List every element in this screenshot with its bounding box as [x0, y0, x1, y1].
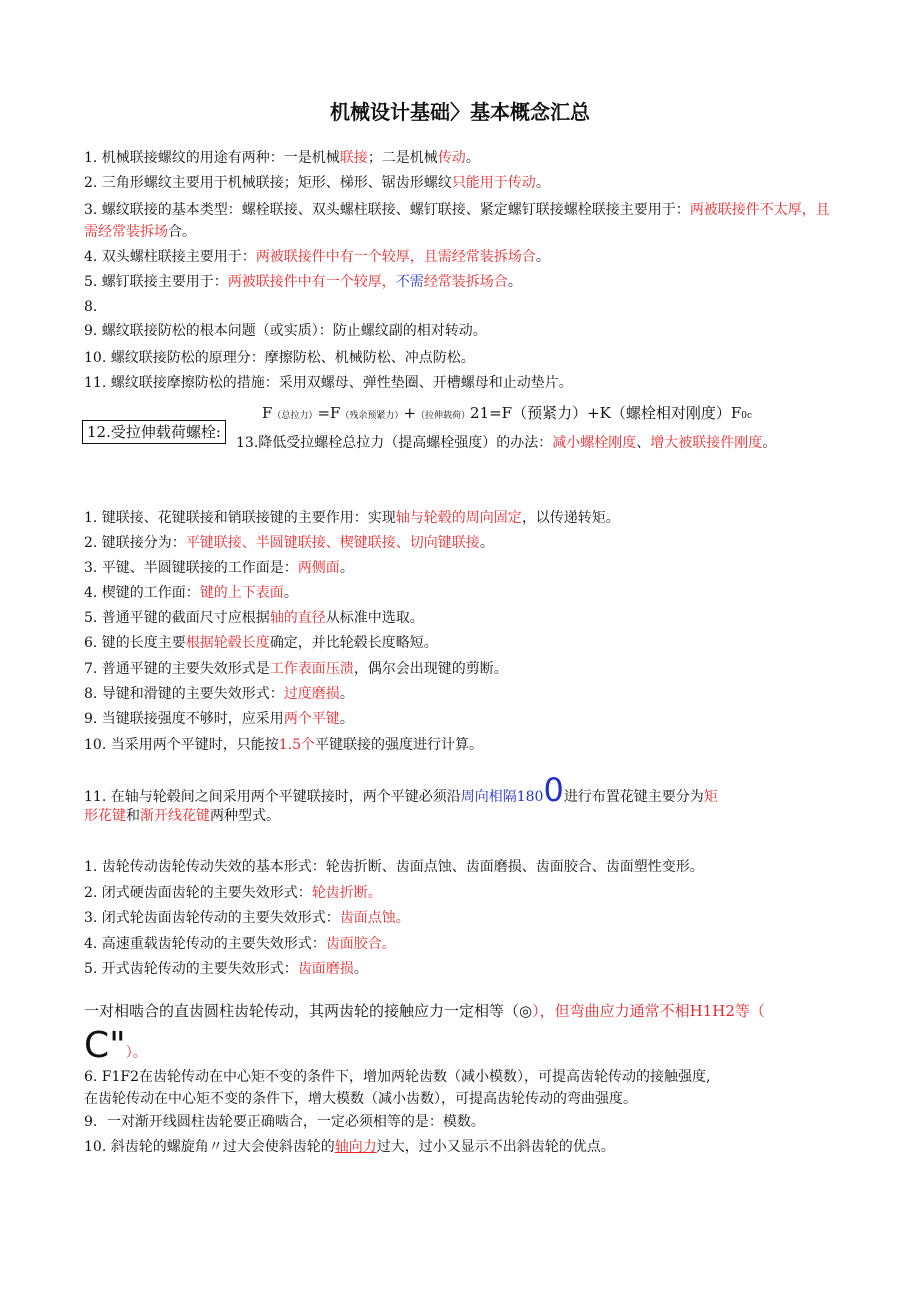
s2-line-1: 1. 键联接、花键联接和销联接键的主要作用：实现轴与轮毂的周向固定，以传递转矩。 — [84, 510, 620, 526]
s2-line-6: 6. 键的长度主要根据轮毂长度确定，并比轮毂长度略短。 — [84, 635, 438, 651]
s1-line-11: 11. 螺纹联接摩擦防松的措施：采用双螺母、弹性垫圈、开槽螺母和止动垫片。 — [84, 375, 573, 391]
bolt-heading-box: 12.受拉伸载荷螺栓: — [82, 420, 226, 444]
s2-line-5: 5. 普通平键的截面尺寸应根据轴的直径从标准中选取。 — [84, 610, 424, 626]
s3-line-3: 3. 闭式轮齿面齿轮传动的主要失效形式：齿面点蚀。 — [84, 910, 410, 926]
s3-line-10: 10. 斜齿轮的螺旋角〃过大会使斜齿轮的轴向力过大，过小又显示不出斜齿轮的优点。 — [84, 1139, 615, 1155]
s1-line-5: 5. 螺钉联接主要用于：两被联接件中有一个较厚，不需经常装拆场合。 — [84, 274, 522, 290]
s3-line-6a: 6. F1F2在齿轮传动在中心矩不变的条件下，增加两轮齿数（减小模数），可提高齿轮传动的接触强度, — [84, 1069, 711, 1085]
s1-line-3: 3. 螺纹联接的基本类型：螺栓联接、双头螺柱联接、螺钉联接、紧定螺钉联接螺栓联接主要用于：两被联接件不太厚，且需经常装拆场合。 — [84, 202, 830, 240]
s3-line-9: 9．一对渐开线圆柱齿轮要正确啮合，一定必须相等的是：模数。 — [84, 1114, 485, 1130]
s2-line-11-cont: 形花键和渐开线花键两种型式。 — [84, 808, 280, 824]
s2-line-10: 10. 当采用两个平键时，只能按1.5个平键联接的强度进行计算。 — [84, 737, 483, 753]
s3-para-1: 一对相啮合的直齿圆柱齿轮传动，其两齿轮的接触应力一定相等（◎），但弯曲应力通常不相H1H2等（ — [84, 1002, 765, 1020]
s2-line-11: 11. 在轴与轮毂间之间采用两个平键联接时，两个平键必须沿周向相隔1800进行布置花键主要分为矩 — [84, 771, 718, 809]
s3-line-1: 1. 齿轮传动齿轮传动失效的基本形式：轮齿折断、齿面点蚀、齿面磨损、齿面胶合、齿面塑性变形。 — [84, 859, 704, 875]
s1-line-2: 2. 三角形螺纹主要用于机械联接；矩形、梯形、锯齿形螺纹只能用于传动。 — [84, 175, 550, 191]
s1-line-8: 8. — [84, 299, 98, 315]
s3-line-6b: 在齿轮传动在中心矩不变的条件下，增大模数（减小齿数），可提高齿轮传动的弯曲强度。 — [84, 1091, 637, 1107]
s2-line-8: 8. 导键和滑键的主要失效形式：过度磨损。 — [84, 686, 354, 702]
s2-line-3: 3. 平键、半圆键联接的工作面是：两侧面。 — [84, 560, 354, 576]
s2-line-2: 2. 键联接分为：平键联接、半圆键联接、楔键联接、切向键联接。 — [84, 535, 494, 551]
s2-line-4: 4. 楔键的工作面：键的上下表面。 — [84, 585, 298, 601]
s3-line-5: 5. 开式齿轮传动的主要失效形式：齿面磨损。 — [84, 961, 368, 977]
s1-line-13: 13.降低受拉螺栓总拉力（提高螺栓强度）的办法：减小螺栓刚度、增大被联接件刚度。 — [236, 435, 777, 451]
s3-line-4: 4. 高速重载齿轮传动的主要失效形式：齿面胶合。 — [84, 936, 396, 952]
s1-line-10: 10. 螺纹联接防松的原理分：摩擦防松、机械防松、冲点防松。 — [84, 350, 475, 366]
s1-line-1: 1. 机械联接螺纹的用途有两种：一是机械联接；二是机械传动。 — [84, 150, 480, 166]
bolt-force-formula: F（总拉力）=F（残余预紧力）+（拉伸载荷）21=F（预紧力）+K（螺栓相对刚度）F0c — [262, 404, 753, 422]
s1-line-4: 4. 双头螺柱联接主要用于：两被联接件中有一个较厚，且需经常装拆场合。 — [84, 249, 550, 265]
s2-line-9: 9. 当键联接强度不够时，应采用两个平键。 — [84, 711, 354, 727]
s2-line-7: 7. 普通平键的主要失效形式是工作表面压溃，偶尔会出现键的剪断。 — [84, 661, 508, 677]
s3-line-2: 2. 闭式硬齿面齿轮的主要失效形式：轮齿折断。 — [84, 885, 382, 901]
page-title: 机械设计基础〉基本概念汇总 — [330, 100, 590, 124]
s1-line-9: 9. 螺纹联接防松的根本问题（或实质）：防止螺纹副的相对转动。 — [84, 323, 487, 339]
s3-para-1-cont: C"）。 — [84, 1025, 147, 1066]
